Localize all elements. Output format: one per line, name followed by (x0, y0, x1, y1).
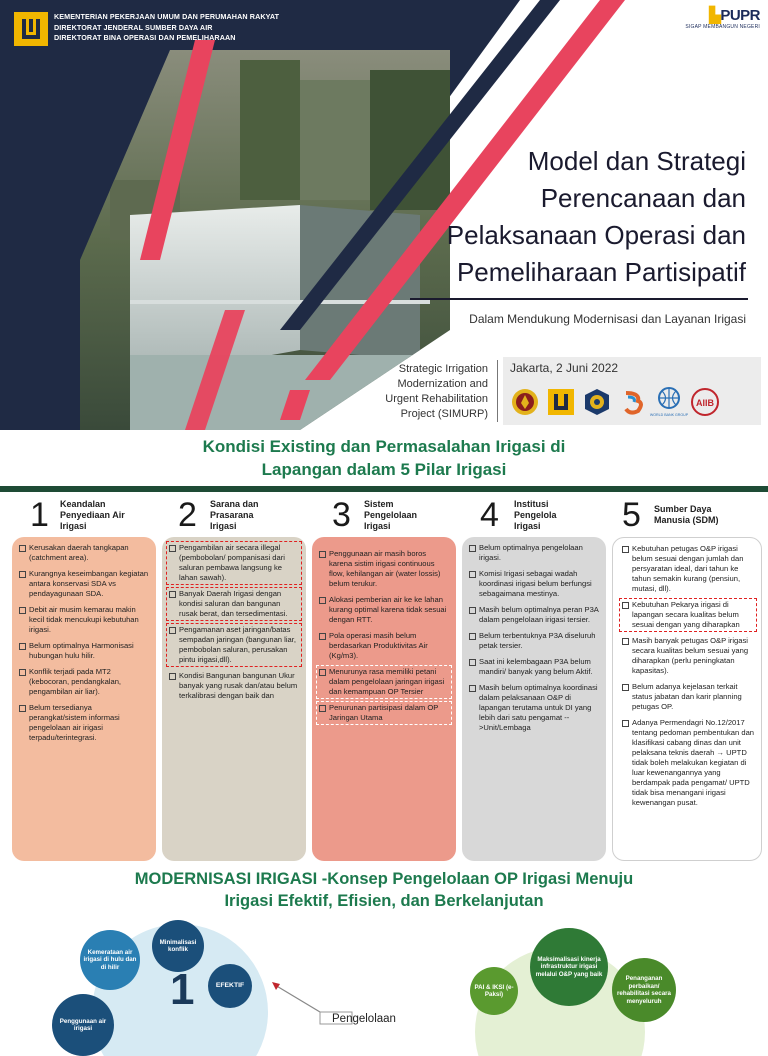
project-name (340, 362, 488, 422)
pillar-header-5 (622, 496, 762, 536)
pillar-header-3 (332, 496, 462, 536)
list-item: Adanya Permendagri No.12/2017 tentang pedoman pembentukan dan klasifikasi cabang dinas dan unit pelaksana teknis daerah → UPTD tidak boleh melakukan kegiatan di luar kewenangannya yang berdampak pada pengamat/ UPTD tidak bisa menangani irigasi kewenangan pusat. (621, 718, 755, 808)
list-item: Banyak Daerah Irigasi dengan kondisi saluran dan bangunan rusak berat, dan tersedimentasi. (168, 589, 300, 619)
project-line-1: Strategic Irrigation (398, 363, 488, 375)
pillar-card-2 (162, 537, 306, 861)
section2-title-line-2: Irigasi Efektif, Efisien, dan Berkelanjutan (224, 892, 544, 910)
event-date: Jakarta, 2 Juni 2022 (510, 361, 619, 375)
pillar-card-3 (312, 537, 456, 861)
title-line-1: Model dan Strategi (527, 146, 746, 176)
pillar-number: 2 (178, 496, 197, 534)
list-item: Menurunya rasa memiliki petani dalam pengelolaan jaringan irigasi dan kemampuan OP Tersier (318, 667, 450, 697)
list-item: Kondisi Bangunan bangunan Ukur banyak yang rusak dan/atau belum terkalibrasi dengan baik dan (168, 671, 300, 701)
pupr-brand: PUPR (720, 7, 760, 24)
title-line-2: Perencanaan dan (540, 183, 746, 213)
pillar-card-4 (462, 537, 606, 861)
pupr-logo (685, 6, 760, 30)
pillar-label: Sistem Pengelolaan Irigasi (364, 499, 418, 531)
list-item: Pola operasi masih belum berdasarkan Produktivitas Air (Kg/m3). (318, 631, 450, 661)
project-line-2: Modernization and (397, 378, 488, 390)
diagram-bubble-pai: PAI & IKSI (e-Paksi) (470, 967, 518, 1015)
pillar-card-5 (612, 537, 762, 861)
world-bank-label: WORLD BANK GROUP (649, 413, 689, 417)
title-line-3: Pelaksanaan Operasi dan (446, 220, 746, 250)
page-title (386, 143, 746, 291)
list-item: Masih belum optimalnya koordinasi dalam pelaksanaan O&P di lapangan terutama untuk DI yang lebih dari satu pengamat -- >Unit/Lembaga (468, 683, 600, 733)
date-logos-panel (503, 357, 761, 425)
section2-title (0, 868, 768, 912)
hero-banner (0, 0, 768, 430)
diagram-big-number: 1 (170, 965, 195, 1014)
pu-emblem-icon (14, 12, 48, 46)
diagram-center-label: Pengelolaan (332, 1013, 396, 1025)
bappenas-logo-icon (617, 385, 649, 419)
garuda-emblem-icon (509, 385, 541, 419)
list-item: Penurunan partisipasi dalam OP Jaringan Utama (318, 703, 450, 723)
diagram-bubble-rehab: Penanganan perbaikan/ rehabilitasi secara menyeluruh (612, 958, 676, 1022)
pupr-logo-mark: ▙ (709, 7, 721, 24)
project-line-3: Urgent Rehabilitation (385, 393, 488, 405)
section1-title (0, 435, 768, 481)
pillar-label: Sarana dan Prasarana Irigasi (210, 499, 259, 531)
list-item: Belum optimalnya Harmonisasi hubungan hulu hilir. (18, 641, 150, 661)
aiib-logo-icon (689, 385, 721, 419)
list-item: Belum tersedianya perangkat/sistem informasi pengelolaan air irigasi terpadu/terintegrasi. (18, 703, 150, 743)
list-item: Belum adanya kejelasan terkait status jabatan dan karir planning petugas OP. (621, 682, 755, 712)
diagram-bubble-equity: Kemerataan air irigasi di hulu dan di hilir (80, 930, 140, 990)
list-item: Penggunaan air masih boros karena sistim irigasi continuous flow, kehilangan air (water lossis) belum terukur. (318, 549, 450, 589)
world-bank-logo-icon (649, 385, 689, 419)
ministry-seal-icon (581, 385, 613, 419)
pillar-number: 1 (30, 496, 49, 534)
pupr-tagline: SIGAP MEMBANGUN NEGERI (685, 24, 760, 30)
list-item: Pengambilan air secara illegal (pembobolan/ pompanisasi dari saluran pembawa langsung ke lahan sawah). (168, 543, 300, 583)
list-item: Kurangnya keseimbangan kegiatan antara konservasi SDA vs pendayagunaan SDA. (18, 569, 150, 599)
list-item: Saat ini kelembagaan P3A belum mandiri/ banyak yang belum Aktif. (468, 657, 600, 677)
list-item: Masih belum optimalnya peran P3A dalam pengelolaan irigasi tersier. (468, 605, 600, 625)
partner-logos (509, 385, 721, 419)
pupr-emblem-icon (545, 385, 577, 419)
list-item: Belum optimalnya pengelolaan irigasi. (468, 543, 600, 563)
pillar-header-4 (480, 496, 610, 536)
list-item: Masih banyak petugas O&P irigasi secara kualitas belum sesuai yang diharapkan (perlu peningkatan kapasitas). (621, 636, 755, 676)
ministry-line-1: KEMENTERIAN PEKERJAAN UMUM DAN PERUMAHAN RAKYAT (54, 12, 280, 21)
page-subtitle: Dalam Mendukung Modernisasi dan Layanan Irigasi (469, 312, 746, 326)
diagram-bubble-usage: Penggunaan air irigasi (52, 994, 114, 1056)
ministry-header (14, 12, 279, 46)
ministry-line-2: DIREKTORAT JENDERAL SUMBER DAYA AIR (54, 22, 213, 32)
aiib-label: AIIB (696, 398, 714, 408)
title-line-4: Pemeliharaan Partisipatif (456, 257, 746, 287)
pillar-header-2 (178, 496, 308, 536)
title-divider (410, 298, 748, 300)
project-divider (497, 360, 498, 422)
list-item: Kebutuhan petugas O&P irigasi belum sesuai dengan jumlah dan persyaratan ideal, dari tahun ke tahun semakin kurang (pensiun, mutasi, dll). (621, 544, 755, 594)
diagram-bubble-infra: Maksimalisasi kinerja infrastruktur irigasi melalui O&P yang baik (530, 928, 608, 1006)
pillar-label: Institusi Pengelola Irigasi (514, 499, 557, 531)
project-line-4: Project (SIMURP) (400, 408, 488, 420)
pillar-label: Keandalan Penyediaan Air Irigasi (60, 499, 125, 531)
modernization-diagram (0, 912, 768, 1032)
list-item: Kebutuhan Pekarya irigasi di lapangan secara kualitas belum sesuai dengan yang diharapkan (621, 600, 755, 630)
pillar-header-1 (30, 496, 160, 536)
list-item: Debit air musim kemarau makin kecil tidak mencukupi kebutuhan irigasi. (18, 605, 150, 635)
pillar-card-1 (12, 537, 156, 861)
list-item: Pengamanan aset jaringan/batas sempadan jaringan (bangunan liar, pembobolan saluran, perusakan pintu irigasi,dll). (168, 625, 300, 665)
pillar-label: Sumber Daya Manusia (SDM) (654, 504, 719, 525)
list-item: Alokasi pemberian air ke ke lahan kurang optimal karena tidak sesuai dengan RTT. (318, 595, 450, 625)
section2-title-line-1: MODERNISASI IRIGASI -Konsep Pengelolaan OP Irigasi Menuju (134, 870, 634, 888)
section1-title-line-1: Kondisi Existing dan Permasalahan Irigasi di (202, 437, 566, 456)
section1-divider (0, 486, 768, 492)
section1-title-line-2: Lapangan dalam 5 Pilar Irigasi (261, 460, 507, 479)
list-item: Belum terbentuknya P3A diseluruh petak tersier. (468, 631, 600, 651)
pillar-number: 5 (622, 496, 641, 534)
ministry-line-3: DIREKTORAT BINA OPERASI DAN PEMELIHARAAN (54, 33, 236, 42)
diagram-efektif-bubble: EFEKTIF (208, 964, 252, 1008)
list-item: Konflik terjadi pada MT2 (kebocoran, pendangkalan, pengambilan air liar). (18, 667, 150, 697)
diagram-bubble-conflict: Minimalisasi konflik (152, 920, 204, 972)
list-item: Kerusakan daerah tangkapan (catchment area). (18, 543, 150, 563)
pillar-number: 4 (480, 496, 499, 534)
list-item: Komisi Irigasi sebagai wadah koordinasi irigasi belum berfungsi sebagaimana mestinya. (468, 569, 600, 599)
pillar-number: 3 (332, 496, 351, 534)
